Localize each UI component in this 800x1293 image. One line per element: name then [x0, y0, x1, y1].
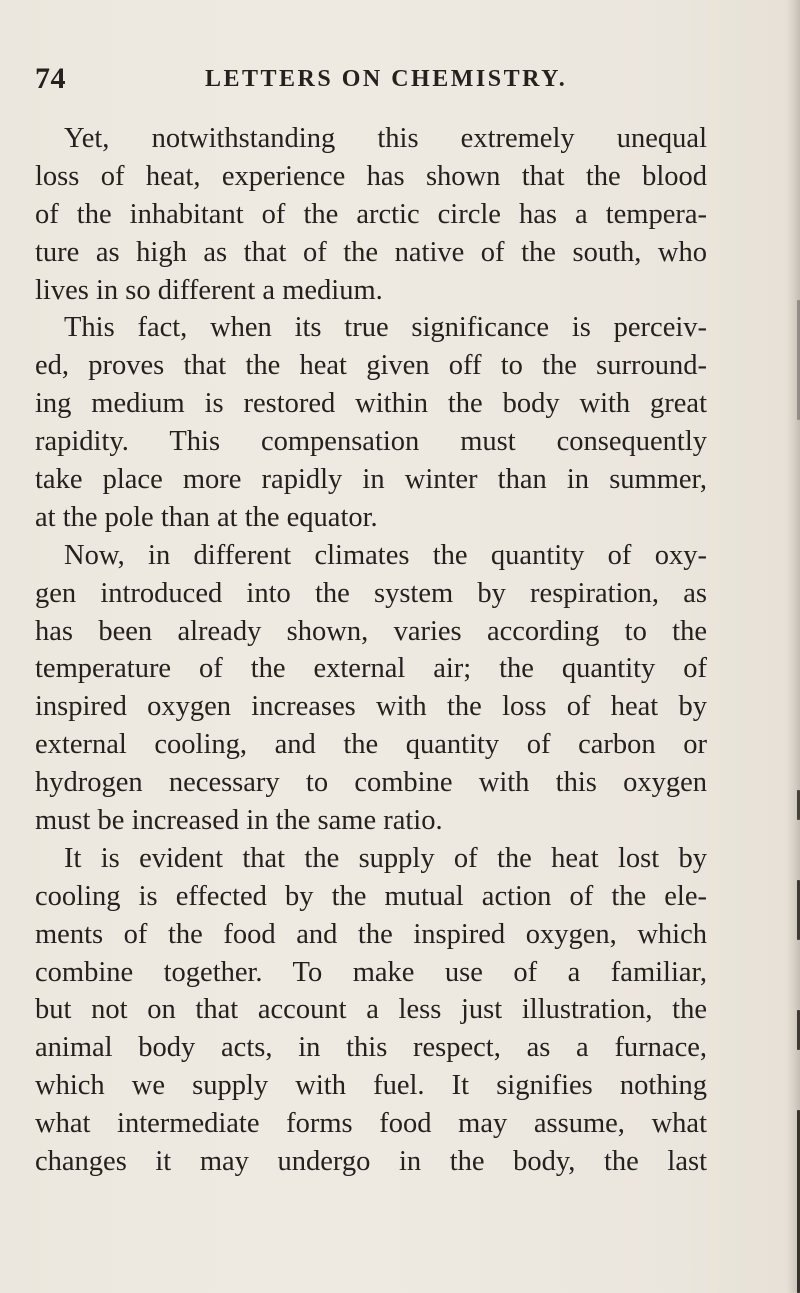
text-line: hydrogen necessary to combine with this oxygen: [35, 767, 707, 799]
text-line: ed, proves that the heat given off to the surround-: [35, 350, 707, 382]
text-line: must be increased in the same ratio.: [35, 805, 443, 837]
text-line: animal body acts, in this respect, as a furnace,: [35, 1032, 707, 1064]
text-line: has been already shown, varies according to the: [35, 615, 707, 647]
text-line: which we supply with fuel. It signifies nothing: [35, 1070, 707, 1102]
text-line: rapidity. This compensation must consequently: [35, 426, 707, 458]
text-line: loss of heat, experience has shown that the blood: [35, 160, 707, 192]
text-line: ments of the food and the inspired oxygen, which: [35, 918, 707, 950]
text-line: but not on that account a less just illustration, the: [35, 994, 707, 1026]
text-line: at the pole than at the equator.: [35, 501, 378, 533]
text-line: take place more rapidly in winter than in summer,: [35, 464, 707, 496]
text-line: temperature of the external air; the quantity of: [35, 653, 707, 685]
text-line: changes it may undergo in the body, the last: [35, 1146, 707, 1178]
text-line: lives in so different a medium.: [35, 274, 383, 306]
running-head: LETTERS ON CHEMISTRY.: [205, 66, 568, 92]
page-edge-shadow: [786, 0, 800, 1293]
text-line: of the inhabitant of the arctic circle has a tempera-: [35, 198, 707, 230]
text-line: ing medium is restored within the body with great: [35, 388, 707, 420]
page-header: [35, 62, 735, 102]
text-line: gen introduced into the system by respiration, as: [35, 577, 707, 609]
text-line: This fact, when its true significance is perceiv-: [64, 312, 707, 344]
text-line: cooling is effected by the mutual action of the ele-: [35, 880, 707, 912]
text-line: what intermediate forms food may assume, what: [35, 1108, 707, 1140]
text-line: external cooling, and the quantity of carbon or: [35, 729, 707, 761]
body-text: [35, 120, 707, 1181]
text-line: ture as high as that of the native of the south, who: [35, 236, 707, 268]
page-number: 74: [35, 62, 66, 95]
text-line: Yet, notwithstanding this extremely unequal: [64, 123, 707, 154]
text-line: Now, in different climates the quantity of oxy-: [64, 539, 707, 571]
text-line: combine together. To make use of a familiar,: [35, 956, 707, 988]
text-line: inspired oxygen increases with the loss of heat by: [35, 691, 707, 723]
text-line: It is evident that the supply of the heat lost by: [64, 842, 707, 874]
